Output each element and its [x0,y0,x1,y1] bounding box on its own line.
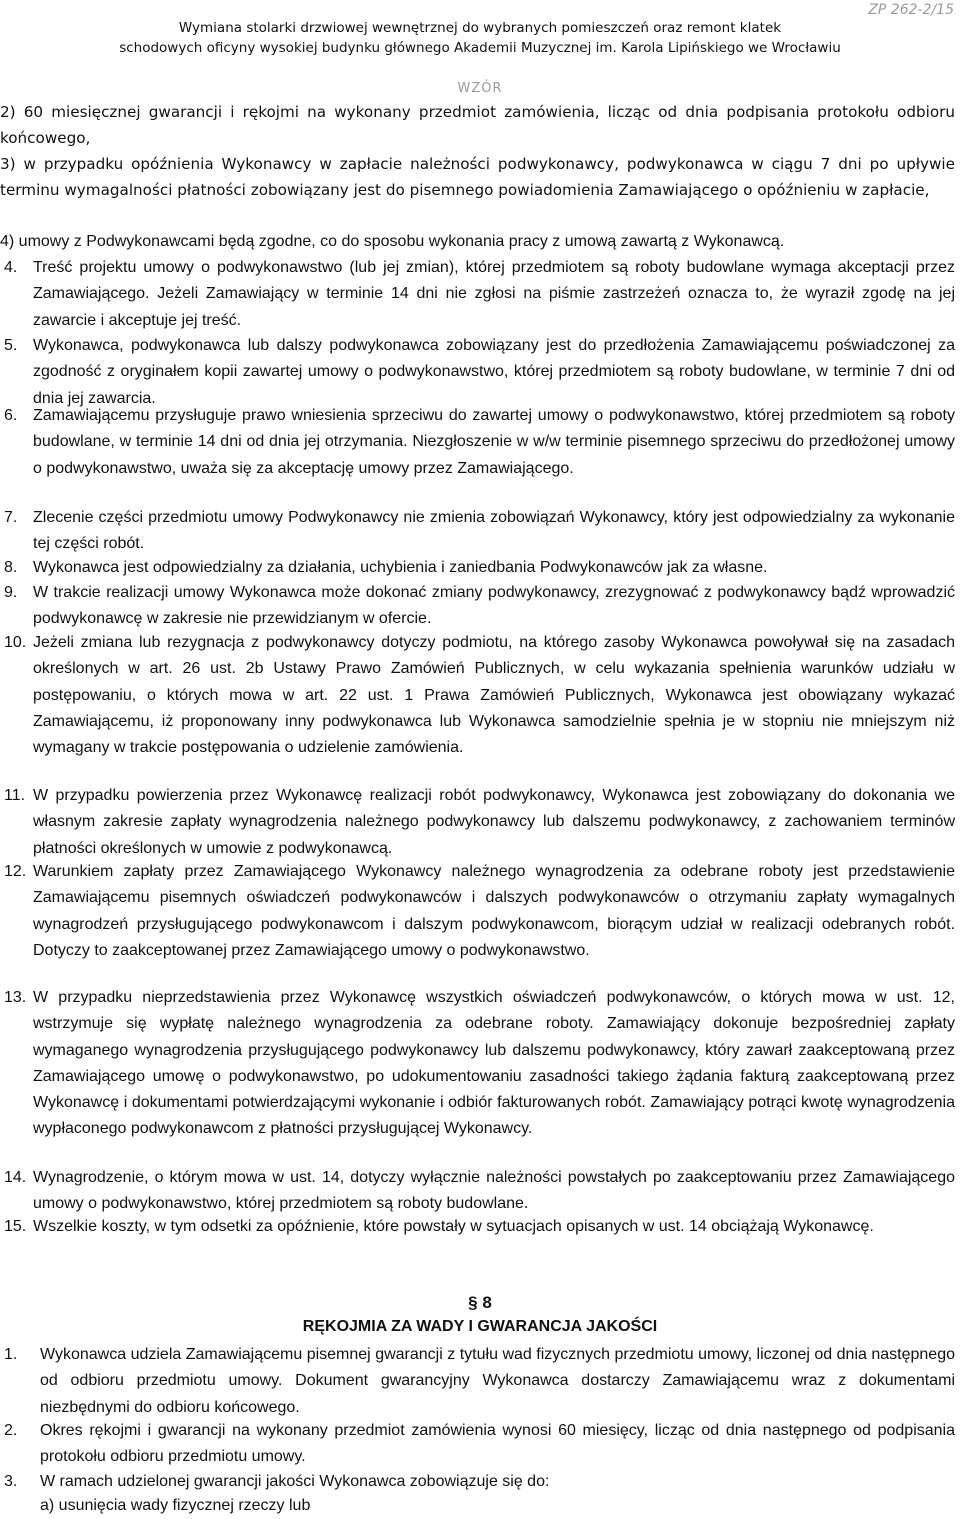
item-number: 12. [4,863,27,880]
item-text: Wszelkie koszty, w tym odsetki za opóźnienie, które powstały w sytuacjach opisanych w ust. 14 obciążają Wykonawcę. [33,1218,874,1235]
subpoint-4: 4) umowy z Podwykonawcami będą zgodne, co do sposobu wykonania pracy z umową zawartą z Wykonawcą. [0,233,785,250]
item-number: 6. [4,407,18,424]
section-symbol: § 8 [468,1293,492,1312]
section-title: RĘKOJMIA ZA WADY I GWARANCJA JAKOŚCI [302,1318,658,1335]
item-number: 8. [4,559,18,576]
item-number: 11. [4,787,26,804]
item-text: Warunkiem zapłaty przez Zamawiającego Wykonawcy należnego wynagrodzenia za odebrane roboty jest przedstawienie Zamawiającemu pisemnych oświadczeń podwykonawców i dalszych podwykonawców o otrzymaniu zapłaty wymagalnych wynagrodzeń przysługującego podwykonawcom i dalszym podwykonawcom, biorącym udział w realizacji odebranych robót. Dotyczy to zaakceptowanej przez Zamawiającego umowy o podwykonawstwo. [33,863,955,959]
item-text: W trakcie realizacji umowy Wykonawca może dokonać zmiany podwykonawcy, zrezygnować z podwykonawcy bądź wprowadzić podwykonawcę w zakresie nie przewidzianym w ofercie. [33,584,955,628]
header-line-1: Wymiana stolarki drzwiowej wewnętrznej do wybranych pomieszczeń oraz remont klatek [178,20,782,36]
item-text: Wykonawca, podwykonawca lub dalszy podwykonawca zobowiązany jest do przedłożenia Zamawiającemu poświadczonej za zgodność z oryginałem kopii zawartej umowy o podwykonawstwo, której przedmiotem są roboty budowlane, w terminie 7 dni od dnia jej zawarcia. [33,337,955,407]
document-reference: ZP 262-2/15 [868,2,954,18]
item-number: 13. [4,989,27,1006]
item-number: 15. [4,1218,27,1235]
item-text: a) usunięcia wady fizycznej rzeczy lub [40,1497,311,1514]
header-line-2: schodowych oficyny wysokiej budynku głównego Akademii Muzycznej im. Karola Lipińskiego we Wrocławiu [119,40,841,56]
item-number: 5. [4,337,18,354]
item-number: 3. [4,1473,18,1490]
item-number: 9. [4,584,18,601]
item-text: Wykonawca udziela Zamawiającemu pisemnej gwarancji z tytułu wad fizycznych przedmiotu umowy, liczonej od dnia następnego od odbioru przedmiotu umowy. Dokument gwarancyjny Wykonawca dostarczy Zamawiającemu wraz z dokumentami niezbędnymi do odbioru końcowego. [40,1346,955,1416]
subpoint-3: 3) w przypadku opóźnienia Wykonawcy w zapłacie należności podwykonawcy, podwykonawca w ciągu 7 dni po upływie terminu wymagalności płatności zobowiązany jest do pisemnego powiadomienia Zamawiającego o opóźnieniu w zapłacie, [0,155,955,200]
item-text: W ramach udzielonej gwarancji jakości Wykonawca zobowiązuje się do: [40,1473,550,1490]
item-text: Zamawiającemu przysługuje prawo wniesienia sprzeciwu do zawartej umowy o podwykonawstwo, której przedmiotem są roboty budowlane, w terminie 14 dni od dnia jej otrzymania. Niezgłoszenie w w/w terminie pisemnego sprzeciwu do przedłożonej umowy o podwykonawstwo, uważa się za akceptację umowy przez Zamawiającego. [33,407,955,477]
item-text: Okres rękojmi i gwarancji na wykonany przedmiot zamówienia wynosi 60 miesięcy, licząc od dnia następnego od podpisania protokołu odbioru przedmiotu umowy. [40,1422,955,1466]
watermark-label: WZÓR [457,81,503,96]
item-number: 7. [4,509,18,526]
item-number: 2. [4,1422,18,1439]
item-text: Jeżeli zmiana lub rezygnacja z podwykonawcy dotyczy podmiotu, na którego zasoby Wykonawca powoływał się na zasadach określonych w art. 26 ust. 2b Ustawy Prawo Zamówień Publicznych, w celu wykazania spełnienia warunków udziału w postępowaniu, o których mowa w art. 22 ust. 1 Prawa Zamówień Publicznych, Wykonawca jest obowiązany wykazać Zamawiającemu, iż proponowany inny podwykonawca lub Wykonawca samodzielnie spełnia je w stopniu nie mniejszym niż wymagany w trakcie postępowania o udzielenie zamówienia. [33,634,955,757]
item-text: Zlecenie części przedmiotu umowy Podwykonawcy nie zmienia zobowiązań Wykonawcy, który jest odpowiedzialny za wykonanie tej części robót. [33,509,955,553]
item-number: 4. [4,259,18,276]
item-text: Treść projektu umowy o podwykonawstwo (lub jej zmian), której przedmiotem są roboty budowlane wymaga akceptacji przez Zamawiającego. Jeżeli Zamawiający w terminie 14 dni nie zgłosi na piśmie zastrzeżeń oznacza to, że wyraził zgodę na jej zawarcie i akceptuje jej treść. [33,259,955,329]
item-number: 10. [4,634,27,651]
item-text: Wykonawca jest odpowiedzialny za działania, uchybienia i zaniedbania Podwykonawców jak za własne. [33,559,768,576]
item-text: W przypadku nieprzedstawienia przez Wykonawcę wszystkich oświadczeń podwykonawców, o których mowa w ust. 12, wstrzymuje się wypłatę należnego wynagrodzenia za odebrane roboty. Zamawiający dokonuje bezpośredniej zapłaty wymaganego wynagrodzenia przysługującego podwykonawcy lub dalszemu podwykonawcy, który zawarł zaakceptowaną przez Zamawiającego umowę o podwykonawstwo, po udokumentowaniu zasadności takiego żądania fakturą zaakceptowaną przez Wykonawcę i dokumentami potwierdzającymi wykonanie i odbiór fakturowanych robót. Zamawiający potrąci kwotę wynagrodzenia wypłaconego podwykonawcom z płatności przysługującej Wykonawcy. [33,989,955,1138]
item-text: Wynagrodzenie, o którym mowa w ust. 14, dotyczy wyłącznie należności powstałych po zaakceptowaniu przez Zamawiającego umowy o podwykonawstwo, której przedmiotem są roboty budowlane. [33,1169,955,1213]
item-text: W przypadku powierzenia przez Wykonawcę realizacji robót podwykonawcy, Wykonawca jest zobowiązany do dokonania we własnym zakresie zapłaty wynagrodzenia należnego podwykonawcy lub dalszemu podwykonawcy, z zachowaniem terminów płatności określonych w umowie z podwykonawcą. [33,787,955,857]
item-number: 14. [4,1169,27,1186]
item-number: 1. [4,1346,18,1363]
subpoint-2: 2) 60 miesięcznej gwarancji i rękojmi na wykonany przedmiot zamówienia, licząc od dnia podpisania protokołu odbioru końcowego, [0,103,955,148]
